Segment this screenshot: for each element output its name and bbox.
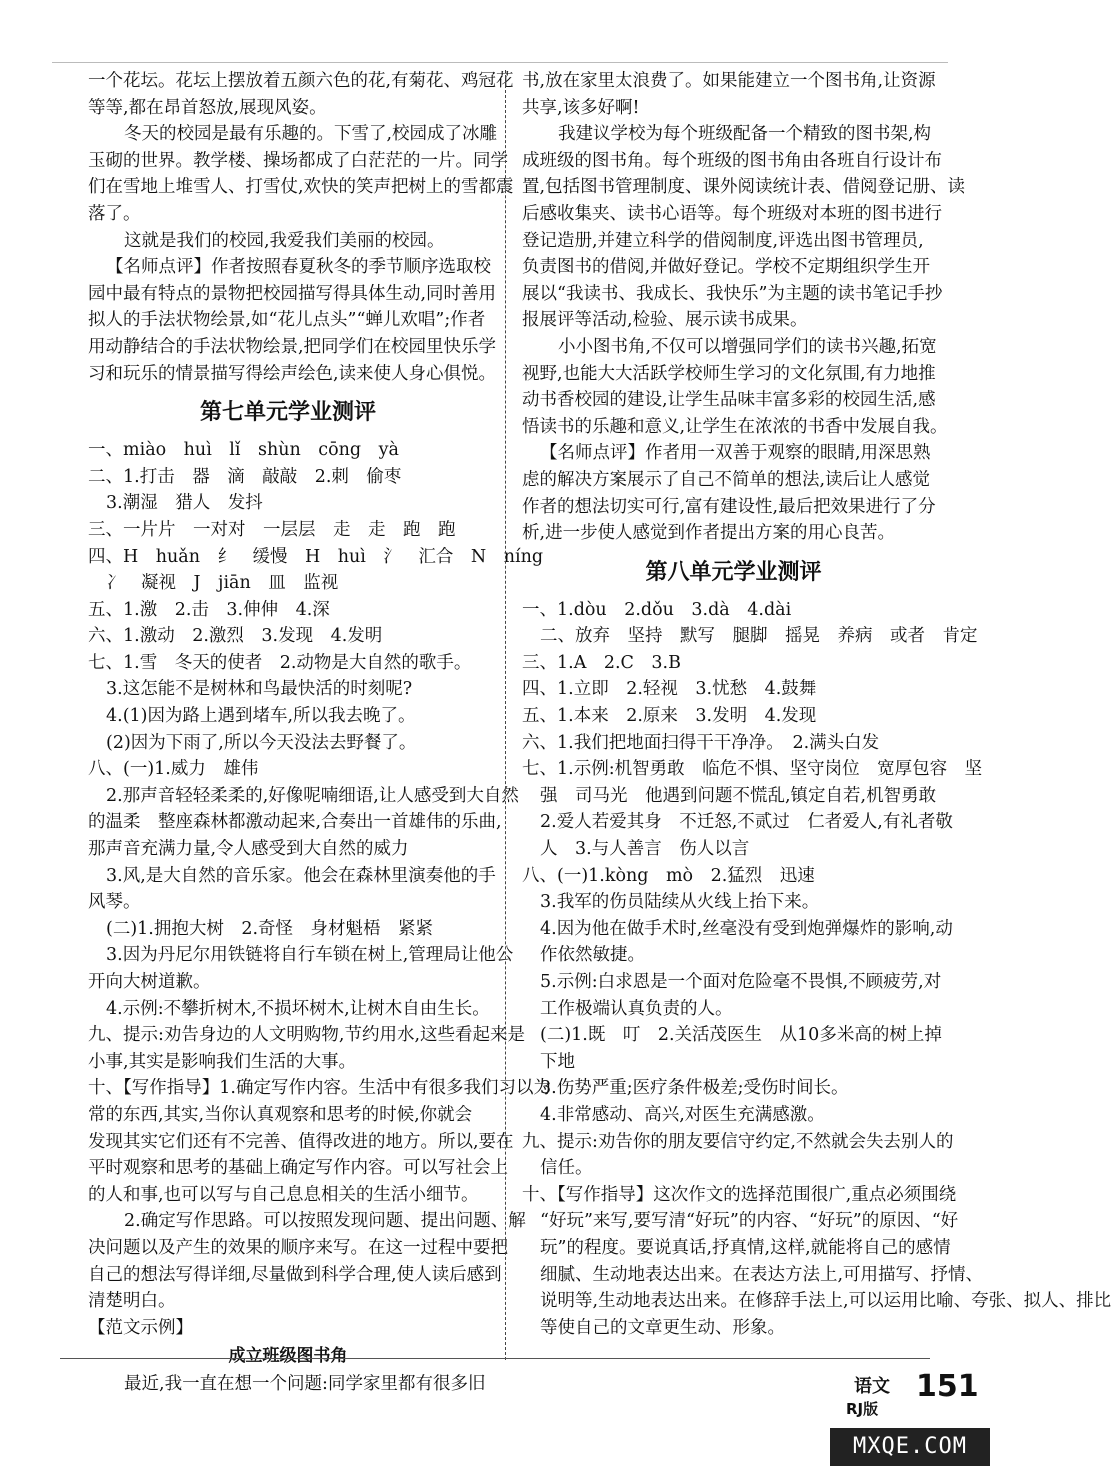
text-line: 用动静结合的手法状物绘景,把同学们在校园里快乐学 <box>88 336 497 357</box>
text-line: 登记造册,并建立科学的借阅制度,评选出图书管理员, <box>522 230 924 251</box>
text-line: 【名师点评】作者用一双善于观察的眼睛,用深思熟 <box>540 443 931 464</box>
text-line: 报展评等活动,检验、展示读书成果。 <box>522 310 808 331</box>
text-line: 展以“我读书、我成长、我快乐”为主题的读书笔记手抄 <box>522 283 943 304</box>
text-line: 成班级的图书角。每个班级的图书角由各班自行设计布 <box>522 150 942 171</box>
text-line: 九、提示:劝告你的朋友要信守约定,不然就会失去别人的 <box>522 1131 954 1152</box>
text-line: (二)1.拥抱大树 2.奇怪 身材魁梧 紧紧 <box>106 918 434 939</box>
bottom-rule <box>60 1358 930 1359</box>
text-line: 工作极端认真负责的人。 <box>540 998 733 1019</box>
text-line: 四、H huǎn 纟 缓慢 H huì 氵 汇合 N níng <box>88 546 544 567</box>
text-line: “好玩”来写,要写清“好玩”的内容、“好玩”的原因、“好 <box>540 1211 959 1232</box>
subject-label: 语文 <box>854 1376 890 1397</box>
text-line: 小小图书角,不仅可以增强同学们的读书兴趣,拓宽 <box>558 336 937 357</box>
text-line: 4.示例:不攀折树木,不损坏树木,让树木自由生长。 <box>106 998 490 1019</box>
text-line: 习和玩乐的情景描写得绘声绘色,读来使人身心俱悦。 <box>88 363 497 384</box>
text-line: 等等,都在昂首怒放,展现风姿。 <box>88 97 327 118</box>
top-rule <box>52 62 948 63</box>
unit8-answers <box>522 597 1111 1342</box>
column-divider <box>505 70 506 1360</box>
text-line: 动书香校园的建设,让学生品味丰富多彩的校园生活,感 <box>522 390 936 411</box>
text-line: 拟人的手法状物绘景,如“花儿点头”“蝉儿欢唱”;作者 <box>88 310 486 331</box>
text-line: 玉砌的世界。教学楼、操场都成了白茫茫的一片。同学 <box>88 150 508 171</box>
text-line: 一、1.dòu 2.dǒu 3.dà 4.dài <box>522 599 792 620</box>
text-line: 七、1.雪 冬天的使者 2.动物是大自然的歌手。 <box>88 652 472 673</box>
page-number: 151 <box>916 1369 979 1404</box>
text-line: 三、一片片 一对对 一层层 走 走 跑 跑 <box>88 519 456 540</box>
text-line: 书,放在家里太浪费了。如果能建立一个图书角,让资源 <box>522 71 936 91</box>
text-line: 园中最有特点的景物把校园描写得具体生动,同时善用 <box>88 283 497 304</box>
text-line: 二、1.打击 器 滴 敲敲 2.刺 偷枣 <box>88 466 402 487</box>
text-line: 发现其实它们还有不完善、值得改进的地方。所以,要在 <box>88 1131 514 1152</box>
text-line: 小事,其实是影响我们生活的大事。 <box>88 1051 357 1072</box>
text-line: 这就是我们的校园,我爱我们美丽的校园。 <box>124 230 445 251</box>
text-line: 析,进一步使人感觉到作者提出方案的用心良苦。 <box>522 523 896 544</box>
text-line: 冬天的校园是最有乐趣的。下雪了,校园成了冰雕 <box>124 124 498 145</box>
text-line: 五、1.本来 2.原来 3.发明 4.发现 <box>522 706 817 727</box>
text-line: 风琴。 <box>88 892 141 913</box>
unit7-answers <box>88 437 551 1341</box>
text-line: 平时观察和思考的基础上确定写作内容。可以写社会上 <box>88 1158 508 1179</box>
text-line: 后感收集夹、读书心语等。每个班级对本班的图书进行 <box>522 203 942 224</box>
text-line: 我建议学校为每个班级配备一个精致的图书架,构 <box>558 124 932 145</box>
text-line: 一个花坛。花坛上摆放着五颜六色的花,有菊花、鸡冠花 <box>88 71 514 91</box>
text-line: 3.因为丹尼尔用铁链将自行车锁在树上,管理局让他公 <box>106 945 514 966</box>
text-line: 六、1.激动 2.激烈 3.发现 4.发明 <box>88 626 383 647</box>
text-line: 强 司马光 他遇到问题不慌乱,镇定自若,机智勇敢 <box>540 785 937 806</box>
text-line: 【名师点评】作者按照春夏秋冬的季节顺序选取校 <box>106 257 491 278</box>
text-line: 落了。 <box>88 203 141 224</box>
text-line: 【范文示例】 <box>88 1317 193 1338</box>
text-line: 2.那声音轻轻柔柔的,好像呢喃细语,让人感受到大自然 <box>106 785 519 806</box>
text-line: 2.确定写作思路。可以按照发现问题、提出问题、解 <box>124 1211 526 1232</box>
text-line: 3.这怎能不是树林和鸟最快活的时刻呢? <box>106 679 413 700</box>
text-line: 玩”的程度。要说真话,抒真情,这样,就能将自己的感情 <box>540 1237 951 1258</box>
text-line: 作依然敏捷。 <box>540 945 645 966</box>
text-line: 八、(一)1.威力 雄伟 <box>88 759 259 780</box>
text-line: 视野,也能大大活跃学校师生学习的文化氛围,有力地推 <box>522 363 936 384</box>
text-line: 作者的想法切实可行,富有建设性,最后把效果进行了分 <box>522 496 936 517</box>
essay-title: 成立班级图书角 <box>228 1346 348 1367</box>
text-line: 常的东西,其实,当你认真观察和思考的时候,你就会 <box>88 1104 473 1125</box>
left-top-text <box>88 68 514 387</box>
text-line: 的温柔 整座森林都激动起来,合奏出一首雄伟的乐曲, <box>88 812 502 833</box>
text-line: 下地 <box>540 1051 575 1072</box>
text-line: 那声音充满力量,令人感受到大自然的威力 <box>88 839 409 860</box>
text-line: 共享,该多好啊! <box>522 97 640 118</box>
text-line: 3.伤势严重;医疗条件极差;受伤时间长。 <box>540 1078 849 1099</box>
text-line: 五、1.激 2.击 3.伸伸 4.深 <box>88 599 330 620</box>
unit8-heading: 第八单元学业测评 <box>645 559 822 585</box>
essay-first-line: 最近,我一直在想一个问题:同学家里都有很多旧 <box>124 1374 486 1395</box>
text-line: 人 3.与人善言 伤人以言 <box>540 839 750 860</box>
text-line: 清楚明白。 <box>88 1291 176 1312</box>
text-line: 开向大树道歉。 <box>88 972 211 992</box>
text-line: 4.因为他在做手术时,丝毫没有受到炮弹爆炸的影响,动 <box>540 918 953 939</box>
text-line: 5.示例:白求恩是一个面对危险毫不畏惧,不顾疲劳,对 <box>540 972 942 992</box>
text-line: 二、放弃 坚持 默写 腿脚 摇晃 养病 或者 肯定 <box>540 626 978 647</box>
text-line: 等使自己的文章更生动、形象。 <box>540 1317 785 1338</box>
text-line: 三、1.A 2.C 3.B <box>522 652 681 673</box>
text-line: 九、提示:劝告身边的人文明购物,节约用水,这些看起来是 <box>88 1025 526 1046</box>
text-line: 2.爱人若爱其身 不迁怒,不贰过 仁者爱人,有礼者敬 <box>540 812 953 833</box>
text-line: 四、1.立即 2.轻视 3.忧愁 4.鼓舞 <box>522 679 817 700</box>
edition-label: RJ版 <box>846 1400 879 1418</box>
text-line: 说明等,生动地表达出来。在修辞手法上,可以运用比喻、夸张、拟人、排比 <box>540 1291 1111 1312</box>
text-line: 们在雪地上堆雪人、打雪仗,欢快的笑声把树上的雪都震 <box>88 177 514 198</box>
text-line: 细腻、生动地表达出来。在表达方法上,可用描写、抒情、 <box>540 1264 984 1285</box>
text-line: 十、【写作指导】1.确定写作内容。生活中有很多我们习以为 <box>88 1078 551 1099</box>
text-line: 3.我军的伤员陆续从火线上抬下来。 <box>540 892 820 913</box>
page-footer <box>830 1369 990 1467</box>
text-line: 七、1.示例:机智勇敢 临危不惧、坚守岗位 宽厚包容 坚 <box>522 759 983 780</box>
text-line: 4.(1)因为路上遇到堵车,所以我去晚了。 <box>106 706 416 727</box>
text-line: 十、【写作指导】这次作文的选择范围很广,重点必须围绕 <box>522 1184 957 1205</box>
text-line: 八、(一)1.kòng mò 2.猛烈 迅速 <box>522 865 815 886</box>
text-line: (2)因为下雨了,所以今天没法去野餐了。 <box>106 732 417 753</box>
text-line: 的人和事,也可以写与自己息息相关的生活小细节。 <box>88 1184 479 1205</box>
watermark-text: MXQE.COM <box>830 1428 990 1466</box>
text-line: 悟读书的乐趣和意义,让学生在浓浓的书香中发展自我。 <box>522 416 948 437</box>
right-top-text <box>522 68 966 547</box>
text-line: 决问题以及产生的效果的顺序来写。在这一过程中要把 <box>88 1237 508 1258</box>
text-line: 3.潮湿 猎人 发抖 <box>106 493 263 514</box>
text-line: 4.非常感动、高兴,对医生充满感激。 <box>540 1104 825 1125</box>
text-line: 置,包括图书管理制度、课外阅读统计表、借阅登记册、读 <box>522 177 966 198</box>
text-line: 一、miào huì lǐ shùn cōng yà <box>88 440 399 461</box>
text-line: 信任。 <box>540 1158 593 1179</box>
text-line: 虑的解决方案展示了自己不简单的想法,读后让人感觉 <box>522 469 931 490</box>
left-column <box>88 68 551 1398</box>
unit7-heading: 第七单元学业测评 <box>199 400 376 426</box>
right-column <box>522 68 1111 1341</box>
text-line: (二)1.既 叮 2.关活茂医生 从10多米高的树上掉 <box>540 1025 942 1046</box>
text-line: 3.风,是大自然的音乐家。他会在森林里演奏他的手 <box>106 865 496 886</box>
text-line: 自己的想法写得详细,尽量做到科学合理,使人读后感到 <box>88 1264 502 1285</box>
text-line: 六、1.我们把地面扫得干干净净。 2.满头白发 <box>522 732 880 753</box>
text-line: 冫 凝视 J jiān 皿 监视 <box>106 573 339 594</box>
text-line: 负责图书的借阅,并做好登记。学校不定期组织学生开 <box>522 257 931 278</box>
